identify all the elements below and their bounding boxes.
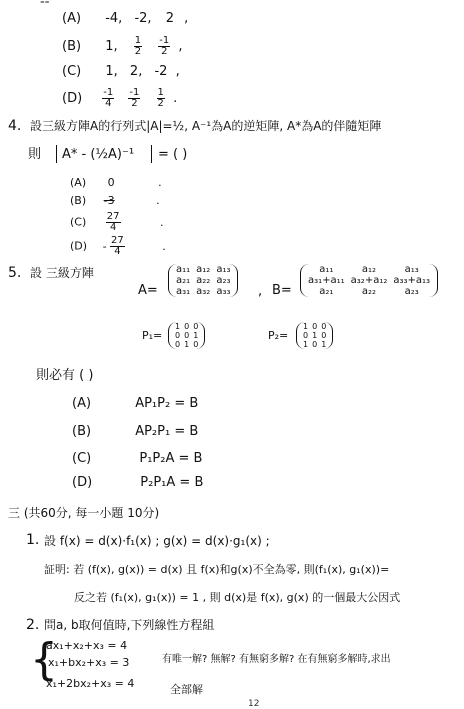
fraction: $\frac{-1}{4}$ [103, 87, 114, 109]
q5-number: 5. [8, 265, 22, 281]
option-label: (A) [62, 11, 82, 26]
q4-option-d: (D) - $\frac{27}{4}$ . [70, 235, 166, 257]
q5-option-d: (D) P₂P₁A = B [72, 475, 204, 490]
fraction: $\frac{27}{4}$ [111, 235, 124, 257]
q5-comma: , [258, 284, 263, 299]
q5-text: 設 三級方陣 [30, 266, 94, 280]
problem1-line3: 反之若 (f₁(x), g₁(x)) = 1 , 則 d(x)是 f(x), g(x) 的一個最大公因式 [74, 591, 401, 604]
fraction: $\frac{1}{2}$ [157, 87, 164, 109]
matrix-b-label: B= [272, 283, 292, 298]
top-option-a [62, 11, 188, 26]
problem2-question-cont: 全部解 [170, 683, 203, 696]
top-option-c [62, 64, 180, 79]
option-value: 1, [105, 39, 118, 54]
option-value: 2, [129, 64, 143, 79]
q4-option-a: (A) 0 . [70, 176, 162, 189]
option-label: (C) [62, 64, 82, 79]
matrix-b: a₁₁ a₁₂ a₁₃ a₃₁+a₁₁ a₃₂+a₁₂ a₃₃+a₁₃ a₂₁ a₂₂ a₂₃ [300, 264, 438, 297]
q4-option-c: (C) $\frac{27}{4}$ . [70, 211, 164, 233]
top-option-d [62, 88, 177, 109]
matrix-p2-label: P₂= [268, 329, 289, 342]
option-value: -4, [105, 11, 123, 26]
problem1-number: 1. [26, 532, 40, 548]
scribble-mark: ⁼⁼ [40, 0, 50, 10]
q5-option-b: (B) AP₂P₁ = B [72, 424, 199, 439]
page-number: 12 [248, 699, 260, 709]
option-label: (B) [62, 39, 82, 54]
option-value: 2 [165, 11, 174, 26]
fraction: $\frac{27}{4}$ [106, 211, 120, 233]
matrix-p1: 1 0 0 0 0 1 0 1 0 [168, 322, 205, 349]
problem2-number: 2. [26, 617, 40, 633]
fraction: $\frac{-1}{2}$ [129, 87, 140, 109]
option-label: (D) [62, 91, 83, 106]
option-value: -2, [134, 11, 152, 26]
q4-text: 設三級方陣A的行列式|A|=½, A⁻¹為A的逆矩陣, A*為A的伴隨矩陣 [30, 119, 382, 133]
q4-line2-prefix: 則 [28, 147, 42, 162]
option-punct: . [173, 91, 178, 106]
q5-conclusion: 則必有 ( ) [36, 368, 94, 383]
option-punct: , [178, 39, 183, 54]
fraction: $\frac{1}{2}$ [134, 35, 142, 57]
equation-2: x₁+bx₂+x₃ = 3 [48, 656, 130, 669]
q5-option-c: (C) P₁P₂A = B [72, 451, 203, 466]
system-brace: { [30, 634, 58, 685]
q4-option-b: (B) -3 . [70, 194, 160, 207]
q4-answer-blank: = ( ) [158, 147, 188, 162]
matrix-p1-label: P₁= [142, 329, 163, 342]
equation-1: ax₁+x₂+x₃ = 4 [46, 639, 128, 652]
fraction: $\frac{-1}{2}$ [159, 35, 170, 57]
problem1-line1: 設 f(x) = d(x)·f₁(x) ; g(x) = d(x)·g₁(x) ; [44, 534, 270, 548]
problem2-question: 有唯一解? 無解? 有無窮多解? 在有無窮多解時,求出 [162, 654, 391, 665]
q5-option-a: (A) AP₁P₂ = B [72, 396, 199, 411]
section3-heading: 三 (共60分, 每一小題 10分) [8, 506, 160, 520]
matrix-a-label: A= [138, 283, 158, 298]
matrix-p2: 1 0 0 0 1 0 1 0 1 [296, 322, 333, 349]
problem1-line2: 証明: 若 (f(x), g(x)) = d(x) 且 f(x)和g(x)不全為零, 則(f₁(x), g₁(x))= [44, 563, 390, 576]
option-value: -2 [154, 64, 168, 79]
option-punct: , [184, 11, 189, 26]
equation-3: x₁+2bx₂+x₃ = 4 [46, 677, 135, 690]
top-option-b [62, 36, 183, 57]
q4-det-expr: A* - (½A)⁻¹ [62, 147, 135, 162]
q4-number: 4. [8, 118, 22, 134]
option-value: 1, [105, 64, 118, 79]
problem2-title: 問a, b取何值時,下列線性方程組 [44, 618, 215, 632]
option-punct: , [175, 64, 180, 79]
matrix-a: a₁₁ a₁₂ a₁₃ a₂₁ a₂₂ a₂₃ a₃₁ a₃₂ a₃₃ [168, 264, 238, 297]
